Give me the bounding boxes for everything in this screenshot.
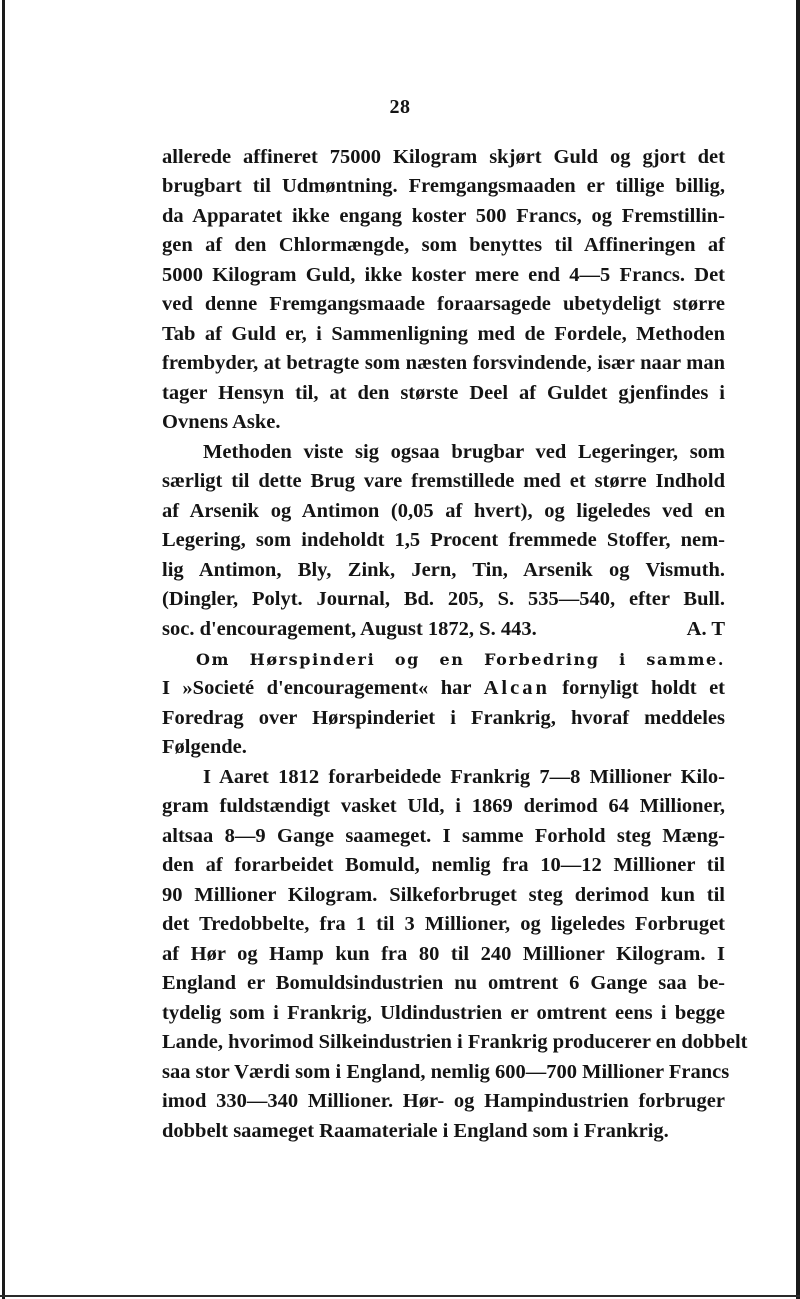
text-line: den af forarbeidet Bomuld, nemlig fra 10—12 Millioner til: [162, 854, 725, 876]
intro-suffix: fornyligt holdt et: [562, 677, 725, 699]
citation-line: [162, 617, 725, 641]
paragraph-start-line: I Aaret 1812 forarbeidede Frankrig 7—8 Millioner Kilo-: [203, 766, 725, 788]
text-line: frembyder, at betragte som næsten forsvindende, især naar man: [162, 352, 725, 374]
text-line: Tab af Guld er, i Sammenligning med de Fordele, Methoden: [162, 323, 725, 345]
text-line: tager Hensyn til, at den største Deel af Guldet gjenfindes i: [162, 382, 725, 404]
text-line: allerede affineret 75000 Kilogram skjørt Guld og gjort det: [162, 146, 725, 168]
text-line: imod 330—340 Millioner. Hør- og Hampindustrien forbruger: [162, 1090, 725, 1112]
paragraph-end-line: Ovnens Aske.: [162, 411, 281, 433]
text-line: 5000 Kilogram Guld, ikke koster mere end 4—5 Francs. Det: [162, 264, 725, 286]
intro-prefix: I »Societé d'encouragement« har: [162, 677, 472, 699]
text-line: af Hør og Hamp kun fra 80 til 240 Millioner Kilogram. I: [162, 943, 725, 965]
text-line: Legering, som indeholdt 1,5 Procent fremmede Stoffer, nem-: [162, 529, 725, 551]
text-line: ved denne Fremgangsmaade foraarsagede ubetydeligt større: [162, 293, 725, 315]
text-line: tydelig som i Frankrig, Uldindustrien er omtrent eens i begge: [162, 1002, 725, 1024]
person-name: Alcan: [483, 677, 550, 699]
text-line: særligt til dette Brug vare fremstillede med et større Indhold: [162, 470, 725, 492]
text-line: saa stor Værdi som i England, nemlig 600—700 Millioner Francs: [162, 1061, 730, 1083]
text-line: det Tredobbelte, fra 1 til 3 Millioner, og ligeledes Forbruget: [162, 913, 725, 935]
article-heading: Om Hørspinderi og en Forbedring i samme.: [196, 650, 725, 669]
text-line: Lande, hvorimod Silkeindustrien i Frankrig producerer en dobbelt: [162, 1031, 748, 1053]
text-line: 90 Millioner Kilogram. Silkeforbruget steg derimod kun til: [162, 884, 725, 906]
text-line: [162, 676, 725, 700]
text-line: lig Antimon, Bly, Zink, Jern, Tin, Arsenik og Vismuth.: [162, 559, 725, 581]
text-line: brugbart til Udmøntning. Fremgangsmaaden er tillige billig,: [162, 175, 725, 197]
text-line: (Dingler, Polyt. Journal, Bd. 205, S. 535—540, efter Bull.: [162, 588, 725, 610]
citation-text: soc. d'encouragement, August 1872, S. 443.: [162, 618, 537, 640]
scan-border-left: [2, 0, 5, 1299]
paragraph-end-line: dobbelt saameget Raamateriale i England som i Frankrig.: [162, 1120, 669, 1142]
text-line: gram fuldstændigt vasket Uld, i 1869 derimod 64 Millioner,: [162, 795, 725, 817]
page-number: 28: [389, 96, 411, 118]
text-line: England er Bomuldsindustrien nu omtrent 6 Gange saa be-: [162, 972, 725, 994]
text-line: da Apparatet ikke engang koster 500 Francs, og Fremstillin-: [162, 205, 725, 227]
text-line: gen af den Chlormængde, som benyttes til Affineringen af: [162, 234, 725, 256]
scan-border-bottom: [0, 1295, 800, 1297]
scan-border-right: [796, 0, 800, 1299]
text-line: altsaa 8—9 Gange saameget. I samme Forhold steg Mæng-: [162, 825, 725, 847]
paragraph-start-line: Methoden viste sig ogsaa brugbar ved Legeringer, som: [203, 441, 725, 463]
text-line: Foredrag over Hørspinderiet i Frankrig, hvoraf meddeles: [162, 707, 725, 729]
text-line: af Arsenik og Antimon (0,05 af hvert), og ligeledes ved en: [162, 500, 725, 522]
author-initials: A. T: [686, 618, 725, 640]
paragraph-end-line: Følgende.: [162, 736, 247, 758]
